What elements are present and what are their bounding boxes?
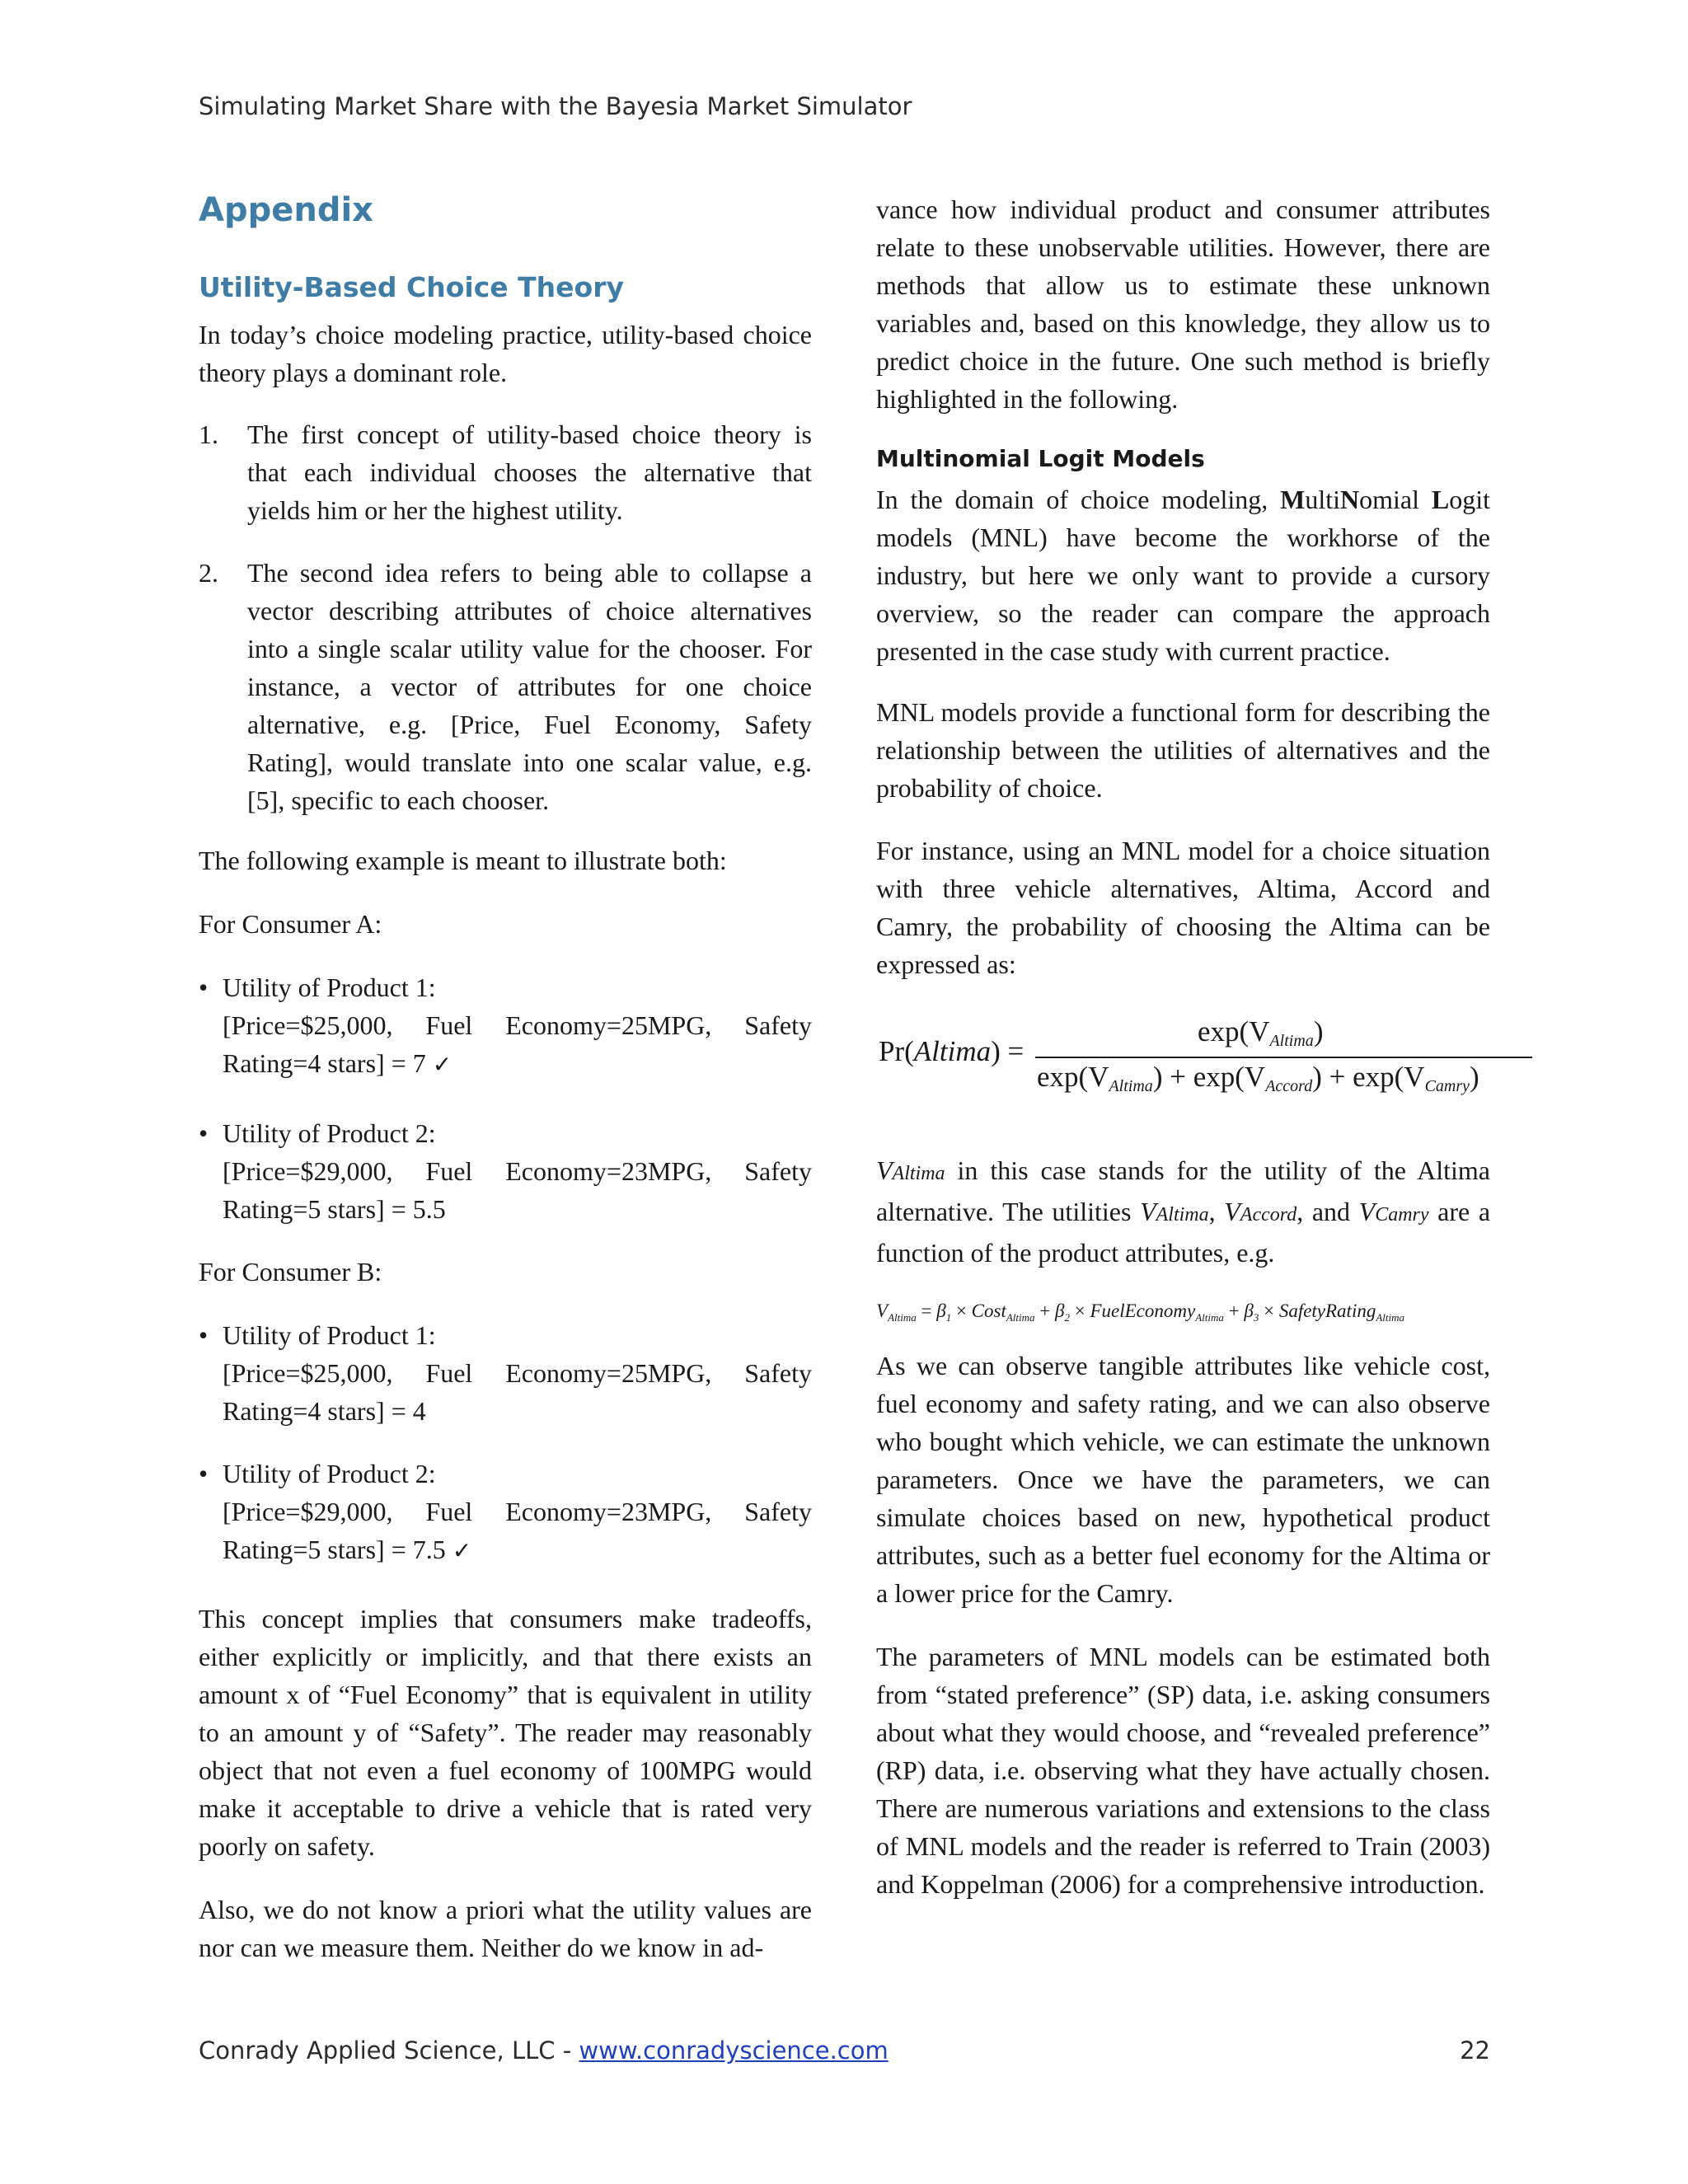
- check-icon: ✓: [432, 1051, 452, 1078]
- consumer-a-product-2: [199, 1114, 812, 1228]
- bullet: •: [199, 1118, 209, 1148]
- apriori-paragraph: Also, we do not know a priori what the utility values are nor can we measure them. Neither do we know in ad-: [199, 1895, 812, 1962]
- check-icon: ✓: [452, 1537, 472, 1564]
- v-altima-paragraph: VAltima in this case stands for the utility of the Altima alternative. The utilities VAltima, VAccord, and VCamry are a function of the product attributes, e.g.: [876, 1155, 1491, 1268]
- product-label: Utility of Product 2:: [223, 1459, 436, 1488]
- intro-paragraph: In today’s choice modeling practice, utility-based choice theory plays a dominant role.: [199, 320, 812, 387]
- consumer-b-label: For Consumer B:: [199, 1257, 382, 1286]
- consumer-b-product-1: [199, 1316, 812, 1430]
- item-number: 2.: [199, 558, 218, 588]
- product-attributes: [Price=$29,000, Fuel Economy=23MPG, Safety Rating=5 stars] = 5.5: [223, 1156, 812, 1224]
- numbered-item-2: [199, 554, 812, 819]
- bullet: •: [199, 1459, 209, 1488]
- website-link[interactable]: www.conradyscience.com: [579, 2036, 889, 2064]
- item-number: 1.: [199, 419, 218, 449]
- utility-function-formula: $V_{Altima} = \beta_1$ × Cost$_{Altima}$ + $\beta_2$ × FuelEconomy$_{Altima}$ + $\beta_3$ × SafetyRating$_{Altima}$: [876, 1301, 1405, 1324]
- item-text: The first concept of utility-based choice theory is that each individual chooses the alternative that yields him or her the highest utility.: [247, 419, 812, 525]
- product-label: Utility of Product 1:: [223, 1320, 436, 1350]
- continuation-paragraph: vance how individual product and consumer attributes relate to these unobservable utilities. However, there are methods that allow us to estimate these unknown variables and, based on this knowledge, they allow us to predict choice in the future. One such method is briefly highlighted in the following.: [876, 194, 1490, 414]
- bullet: •: [199, 972, 209, 1002]
- functional-form-paragraph: MNL models provide a functional form for describing the relationship between the utilities of alternatives and the probability of choice.: [876, 697, 1490, 803]
- fraction-bar: [1035, 1057, 1532, 1058]
- product-label: Utility of Product 1:: [223, 972, 436, 1002]
- consumer-a-label: For Consumer A:: [199, 909, 382, 939]
- formula-lhs: Pr(Altima) =: [879, 1035, 1025, 1067]
- observe-paragraph: As we can observe tangible attributes like vehicle cost, fuel economy and safety rating, and we can also observe who bought which vehicle, we can estimate the unknown parameters. Once we have the parameters, we can simulate choices based on new, hypothetical product attributes, such as a better fuel economy for the Altima or a lower price for the Camry.: [876, 1351, 1490, 1608]
- numbered-item-1: [199, 415, 812, 529]
- product-attributes: [Price=$25,000, Fuel Economy=25MPG, Safety Rating=4 stars] = 4: [223, 1358, 812, 1426]
- utility-theory-heading: Utility-Based Choice Theory: [199, 271, 625, 303]
- appendix-heading: Appendix: [199, 191, 373, 229]
- product-attributes: [Price=$29,000, Fuel Economy=23MPG, Safety Rating=5 stars] = 7.5: [223, 1497, 812, 1564]
- product-label: Utility of Product 2:: [223, 1118, 436, 1148]
- consumer-b-product-2: [199, 1455, 812, 1570]
- footer-company: Conrady Applied Science, LLC - www.conradyscience.com: [199, 2036, 889, 2064]
- formula-denominator: $\exp(V_{Altima}) + \exp(V_{Accord}) + \exp(V_{Camry})$: [1037, 1061, 1479, 1095]
- mnl-heading: Multinomial Logit Models: [876, 445, 1205, 472]
- consumer-a-product-1: [199, 968, 812, 1084]
- tradeoffs-paragraph: This concept implies that consumers make tradeoffs, either explicitly or implicitly, and that there exists an amount x of “Fuel Economy” that is equivalent in utility to an amount y of “Safety”. The reader may reasonably object that not even a fuel economy of 100MPG would make it acceptable to drive a vehicle that is rated very poorly on safety.: [199, 1604, 812, 1861]
- running-header: Simulating Market Share with the Bayesia Market Simulator: [199, 92, 912, 120]
- example-intro: The following example is meant to illustrate both:: [199, 846, 727, 875]
- parameters-paragraph: The parameters of MNL models can be estimated both from “stated preference” (SP) data, i.e. asking consumers about what they would choose, and “revealed preference” (RP) data, i.e. observing what they have actually chosen. There are numerous variations and extensions to the class of MNL models and the reader is referred to Train (2003) and Koppelman (2006) for a comprehensive introduction.: [876, 1642, 1490, 1899]
- formula-numerator: $\exp(V_{Altima})$: [1198, 1015, 1324, 1050]
- product-attributes: [Price=$25,000, Fuel Economy=25MPG, Safety Rating=4 stars] = 7: [223, 1010, 812, 1078]
- for-instance-paragraph: For instance, using an MNL model for a choice situation with three vehicle alternatives, Altima, Accord and Camry, the probability of choosing the Altima can be expressed as:: [876, 836, 1490, 979]
- mnl-probability-formula: [876, 1015, 1494, 1106]
- item-text: The second idea refers to being able to collapse a vector describing attributes of choice alternatives into a single scalar utility value for the chooser. For instance, a vector of attributes for one choice alternative, e.g. [Price, Fuel Economy, Safety Rating], would translate into one scalar value, e.g. [5], specific to each chooser.: [247, 558, 812, 815]
- bullet: •: [199, 1320, 209, 1350]
- mnl-intro-paragraph: In the domain of choice modeling, MultiNomial Logit models (MNL) have become the workhorse of the industry, but here we only want to provide a cursory overview, so the reader can compare the approach presented in the case study with current practice.: [876, 485, 1491, 666]
- page-number: 22: [1460, 2036, 1490, 2064]
